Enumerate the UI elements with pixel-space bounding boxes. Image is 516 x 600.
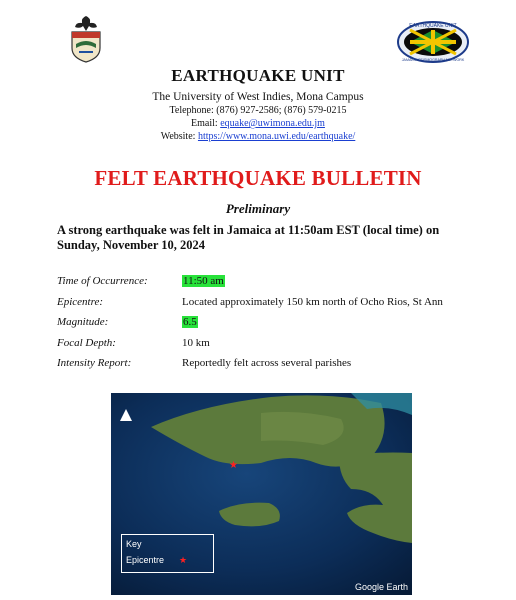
detail-label: Focal Depth: xyxy=(57,336,116,349)
telephone-line: Telephone: (876) 927-2586; (876) 579-0215 xyxy=(169,105,347,116)
unit-title: EARTHQUAKE UNIT xyxy=(171,66,345,85)
logo-top-text: EARTHQUAKE UNIT xyxy=(409,23,457,29)
map-key-epicentre-label: Epicentre xyxy=(126,555,165,565)
detail-value-intensity: Reportedly felt across several parishes xyxy=(182,357,352,370)
detail-row-magnitude xyxy=(57,312,477,333)
detail-row-epicentre xyxy=(57,292,477,313)
map-key-title: Key xyxy=(126,539,142,549)
detail-value-magnitude: 6.5 xyxy=(183,316,197,329)
north-arrow-icon xyxy=(120,409,132,421)
earthquake-unit-logo xyxy=(396,20,470,64)
detail-label: Time of Occurrence: xyxy=(57,275,148,288)
bulletin-title: FELT EARTHQUAKE BULLETIN xyxy=(94,166,422,190)
bulletin-status: Preliminary xyxy=(225,201,291,216)
detail-value-time: 11:50 am xyxy=(183,275,224,288)
map-credit: Google Earth xyxy=(354,582,408,592)
bulletin-summary: A strong earthquake was felt in Jamaica at 11:50am EST (local time) on Sunday, November 10, 2024 xyxy=(57,223,440,252)
email-line xyxy=(0,118,516,129)
epicentre-map xyxy=(111,393,412,595)
details-table xyxy=(57,271,477,374)
uwi-crest-logo xyxy=(66,14,106,64)
epicentre-star-icon: ★ xyxy=(229,460,238,471)
detail-label: Epicentre: xyxy=(57,295,104,308)
map-key xyxy=(121,534,214,573)
map-key-star-icon: ★ xyxy=(179,555,188,565)
detail-row-intensity xyxy=(57,353,477,374)
website-label: Website: xyxy=(160,131,198,142)
logo-bottom-text: JAMAICA SEISMOGRAPH NETWORK xyxy=(401,58,465,62)
detail-value-epicentre: Located approximately 150 km north of Ocho Rios, St Ann xyxy=(182,295,443,308)
university-name: The University of West Indies, Mona Campus xyxy=(152,91,364,103)
detail-value-depth: 10 km xyxy=(182,336,210,349)
email-link[interactable]: equake@uwimona.edu.jm xyxy=(220,118,325,129)
detail-label: Magnitude: xyxy=(57,316,109,329)
letterhead xyxy=(0,66,516,142)
detail-label: Intensity Report: xyxy=(57,357,132,370)
detail-row-depth xyxy=(57,333,477,354)
website-line xyxy=(0,131,516,142)
detail-row-time xyxy=(57,271,477,292)
website-link[interactable]: https://www.mona.uwi.edu/earthquake/ xyxy=(197,131,356,142)
email-label: Email: xyxy=(191,118,221,129)
